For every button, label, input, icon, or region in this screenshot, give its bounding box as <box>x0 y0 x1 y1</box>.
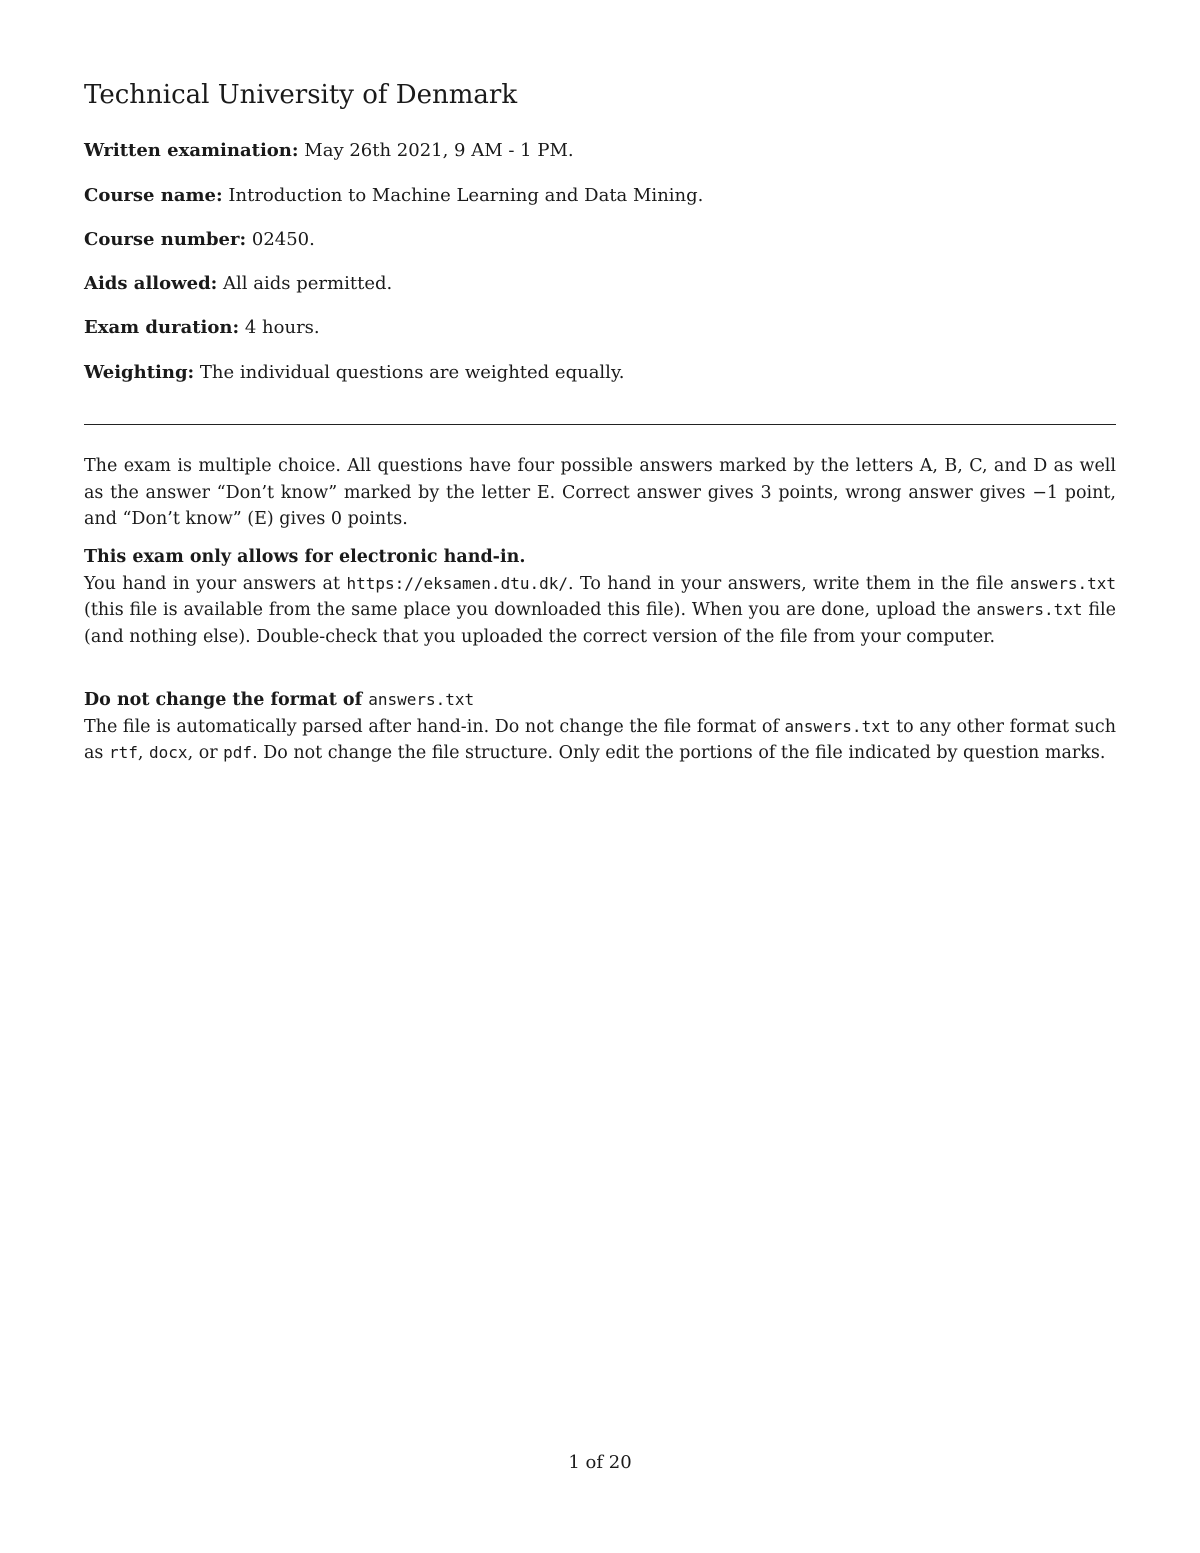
format-paragraph <box>84 687 1116 767</box>
weighting-label: Weighting: <box>84 362 195 383</box>
exam-date-value: May 26th 2021, 9 AM - 1 PM. <box>304 140 574 161</box>
format-text-2: to any other format such as <box>84 716 1116 763</box>
handin-text-2: . To hand in your answers, write them in the file <box>568 573 1011 594</box>
handin-heading: This exam only allows for electronic hand-in. <box>84 547 526 567</box>
weighting-line <box>84 362 624 383</box>
aids-allowed-value: All aids permitted. <box>223 273 393 294</box>
format-heading <box>84 687 1116 714</box>
exam-duration-value: 4 hours. <box>244 317 320 338</box>
institution-title: Technical University of Denmark <box>84 80 518 110</box>
page-number: 1 of 20 <box>568 1452 632 1473</box>
format-pdf: pdf <box>223 743 253 762</box>
answers-file-name: answers.txt <box>784 716 891 736</box>
format-heading-text: Do not change the format of <box>84 690 369 710</box>
exam-date-line <box>84 140 574 161</box>
answers-file-name: answers.txt <box>976 600 1083 619</box>
divider-rule <box>84 424 1116 425</box>
weighting-value: The individual questions are weighted equally. <box>199 362 625 383</box>
handin-text-1: You hand in your answers at <box>84 573 347 594</box>
course-name-line <box>84 185 703 206</box>
handin-url-link[interactable]: https://eksamen.dtu.dk/ <box>346 573 568 593</box>
intro-paragraph: The exam is multiple choice. All questions have four possible answers marked by the letters A, B, C, and D as well as the answer “Don’t know” marked by the letter E. Correct answer gives 3 points, wrong answer gives −1 point, and “Don’t know” (E) gives 0 points. <box>84 456 1116 529</box>
handin-paragraph <box>84 544 1116 650</box>
handin-text-3: (this file is available from the same place you downloaded this file). When you are done, upload the <box>84 600 977 620</box>
aids-allowed-label: Aids allowed: <box>84 273 218 294</box>
format-docx: docx <box>149 743 188 762</box>
exam-duration-label: Exam duration: <box>84 317 240 338</box>
aids-allowed-line <box>84 273 392 294</box>
format-or: , or <box>187 743 224 763</box>
handin-text-4: file (and nothing else). Double-check that you uploaded the correct version of the file from your computer. <box>84 600 1116 647</box>
course-name-value: Introduction to Machine Learning and Data Mining. <box>228 185 704 206</box>
answers-file-name: answers.txt <box>1010 573 1117 593</box>
format-text-1: The file is automatically parsed after hand-in. Do not change the file format of <box>84 716 785 737</box>
course-number-line <box>84 229 315 250</box>
course-name-label: Course name: <box>84 185 223 206</box>
answers-file-name: answers.txt <box>368 690 475 709</box>
format-sep: , <box>137 743 150 763</box>
exam-date-label: Written examination: <box>84 140 299 161</box>
course-number-value: 02450. <box>251 229 315 250</box>
course-number-label: Course number: <box>84 229 247 250</box>
format-rtf: rtf <box>108 743 138 762</box>
exam-duration-line <box>84 317 320 338</box>
format-text-3: . Do not change the file structure. Only edit the portions of the file indicated by question marks. <box>252 743 1106 763</box>
